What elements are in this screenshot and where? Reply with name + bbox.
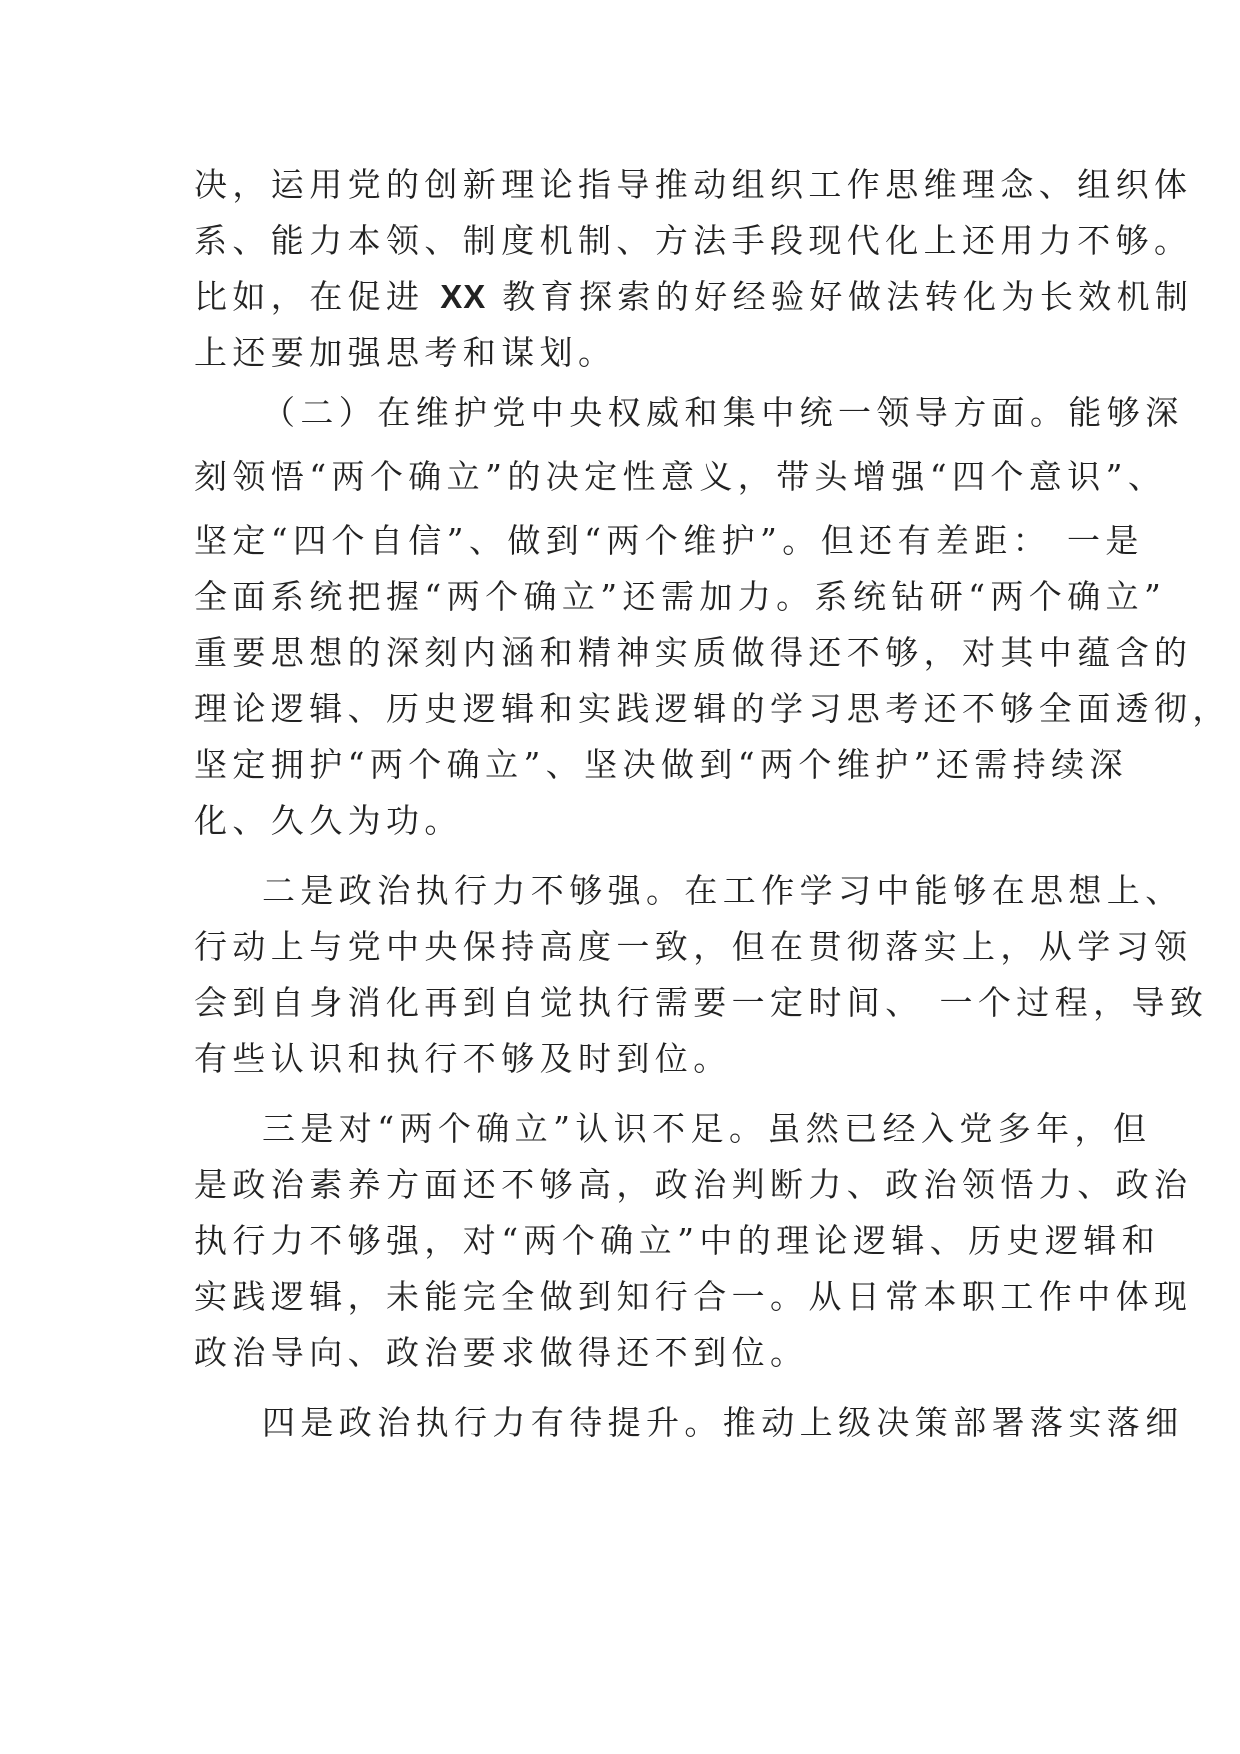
paragraph-line: 坚定拥护“两个确立”、坚决做到“两个维护”还需持续深 [194,745,1128,784]
paragraph-line: 理论逻辑、历史逻辑和实践逻辑的学习思考还不够全面透彻， [194,689,1231,728]
paragraph-line: 执行力不够强，对“两个确立”中的理论逻辑、历史逻辑和 [194,1221,1161,1260]
paragraph-line: 刻领悟“两个确立”的决定性意义，带头增强“四个意识”、 [194,457,1167,496]
paragraph-line: 二是政治执行力不够强。在工作学习中能够在思想上、 [262,871,1184,910]
text-run: 教育探索的好经验好做法转化为长效机制 [486,277,1194,316]
paragraph-line: 有些认识和执行不够及时到位。 [194,1039,732,1078]
paragraph-line: 政治导向、政治要求做得还不到位。 [194,1333,809,1372]
text-run: 比如，在促进 [194,277,441,316]
paragraph-line: 重要思想的深刻内涵和精神实质做得还不够，对其中蕴含的 [194,633,1193,672]
paragraph-line: 行动上与党中央保持高度一致，但在贯彻落实上，从学习领 [194,927,1193,966]
paragraph-line: 坚定“四个自信”、做到“两个维护”。但还有差距： 一是 [194,521,1144,560]
placeholder-xx: XX [440,278,487,315]
paragraph-line: 三是对“两个确立”认识不足。虽然已经入党多年，但 [262,1109,1152,1148]
paragraph-line: 决，运用党的创新理论指导推动组织工作思维理念、组织体 [194,165,1193,204]
section-heading-line: （二）在维护党中央权威和集中统一领导方面。能够深 [262,393,1184,432]
paragraph-line: 全面系统把握“两个确立”还需加力。系统钻研“两个确立” [194,577,1167,616]
paragraph-line: 是政治素养方面还不够高，政治判断力、政治领悟力、政治 [194,1165,1193,1204]
paragraph-line: 实践逻辑，未能完全做到知行合一。从日常本职工作中体现 [194,1277,1193,1316]
paragraph-line: 会到自身消化再到自觉执行需要一定时间、 一个过程，导致 [194,983,1209,1022]
paragraph-line: 上还要加强思考和谋划。 [194,333,617,372]
paragraph-line: 化、久久为功。 [194,801,463,840]
paragraph-line: 系、能力本领、制度机制、方法手段现代化上还用力不够。 [194,221,1193,260]
paragraph-line [194,276,1194,318]
paragraph-line: 四是政治执行力有待提升。推动上级决策部署落实落细 [262,1403,1184,1442]
